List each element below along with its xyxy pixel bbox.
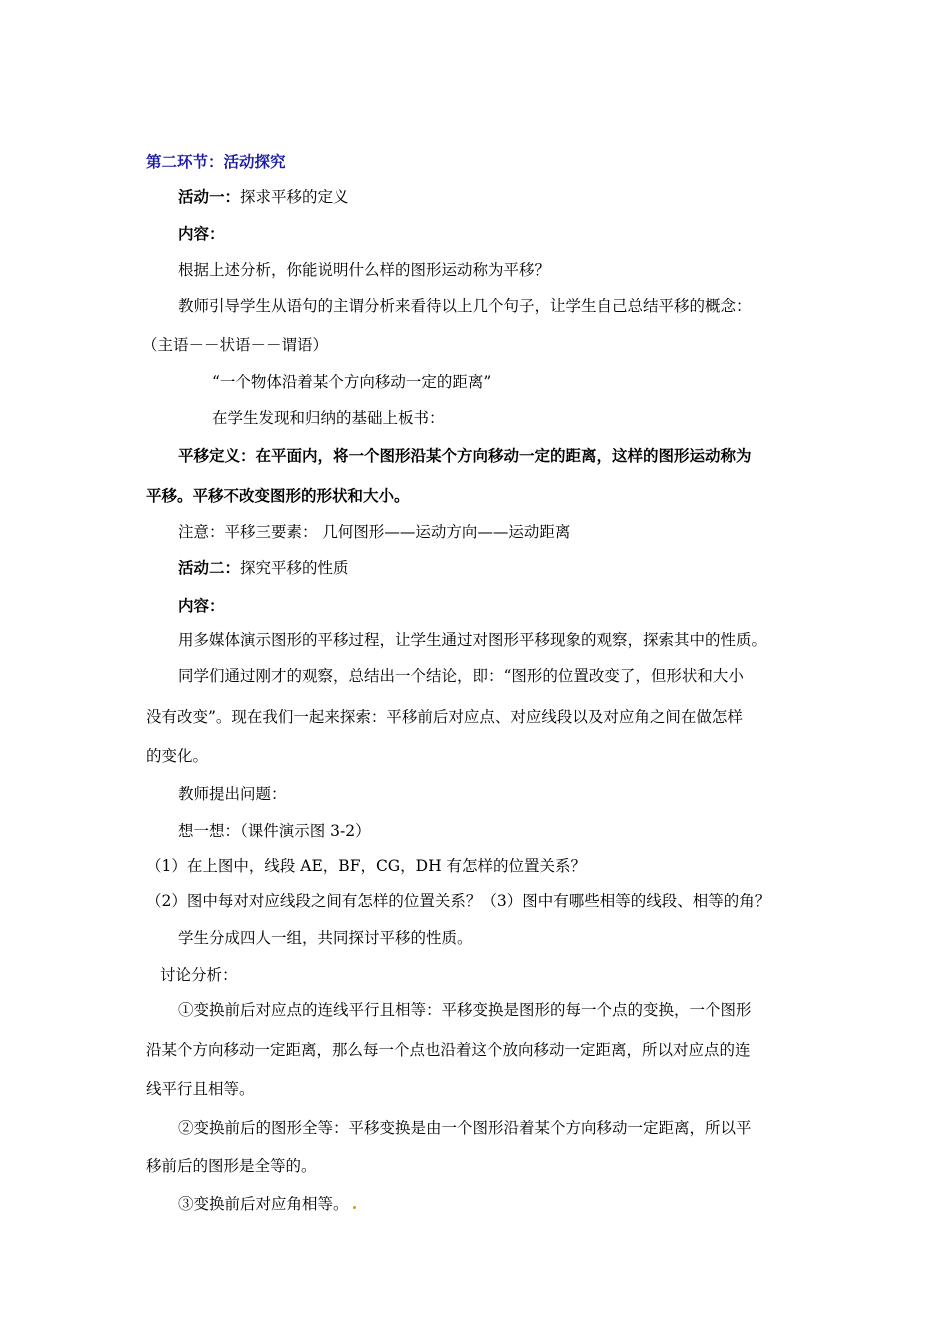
paragraph-6-line-3: 的变化。 [146, 747, 209, 765]
answer-2-line-1: ②变换前后的图形全等：平移变换是由一个图形沿着某个方向移动一定距离，所以平 [178, 1119, 752, 1137]
activity-1-line [178, 187, 349, 207]
quote-line: “一个物体沿着某个方向移动一定的距离” [212, 373, 492, 391]
activity-1-label: 活动一： [178, 187, 241, 206]
answer-3-text: ③变换前后对应角相等。 [178, 1195, 349, 1213]
paragraph-2: 教师引导学生从语句的主谓分析来看待以上几个句子，让学生自己总结平移的概念： [178, 297, 752, 315]
answer-3-line [178, 1194, 356, 1214]
answer-2-line-2: 移前后的图形是全等的。 [146, 1157, 317, 1175]
paragraph-6-line-2: 没有改变”。现在我们一起来探索：平移前后对应点、对应线段以及对应角之间在做怎样 [146, 708, 743, 726]
paragraph-10: 讨论分析： [160, 966, 238, 984]
paragraph-3: （主语－－状语－－谓语） [142, 336, 329, 354]
answer-1-line-2: 沿某个方向移动一定距离，那么每一个点也沿着这个放向移动一定距离，所以对应点的连 [146, 1041, 751, 1059]
question-2: （2）图中每对对应线段之间有怎样的位置关系？（3）图中有哪些相等的线段、相等的角？ [146, 892, 771, 910]
activity-2-line [178, 558, 349, 578]
paragraph-4: 在学生发现和归纳的基础上板书： [212, 409, 445, 427]
definition-line-2: 平移。平移不改变图形的形状和大小。 [146, 486, 410, 505]
paragraph-7: 教师提出问题： [178, 785, 287, 803]
section-heading: 第二环节：活动探究 [146, 152, 286, 171]
content-label-2: 内容： [178, 596, 225, 615]
definition-line-1: 平移定义：在平面内，将一个图形沿某个方向移动一定的距离，这样的图形运动称为 [178, 446, 752, 465]
answer-1-line-3: 线平行且相等。 [146, 1080, 255, 1098]
activity-2-title: 探究平移的性质 [240, 559, 349, 577]
question-1: （1）在上图中，线段 AE，BF，CG，DH 有怎样的位置关系？ [146, 857, 587, 875]
paragraph-6-line-1: 同学们通过刚才的观察，总结出一个结论，即：“图形的位置改变了，但形状和大小 [178, 667, 744, 685]
answer-1-line-1: ①变换前后对应点的连线平行且相等：平移变换是图形的每一个点的变换，一个图形 [178, 1001, 752, 1019]
paragraph-5: 用多媒体演示图形的平移过程，让学生通过对图形平移现象的观察，探索其中的性质。 [178, 631, 768, 649]
content-label-1: 内容： [178, 224, 225, 243]
note-line: 注意：平移三要素： 几何图形——运动方向——运动距离 [178, 523, 571, 541]
marker-dot-icon [353, 1206, 356, 1209]
paragraph-9: 学生分成四人一组，共同探讨平移的性质。 [178, 929, 473, 947]
paragraph-1: 根据上述分析，你能说明什么样的图形运动称为平移？ [178, 261, 551, 279]
activity-2-label: 活动二： [178, 558, 241, 577]
paragraph-8: 想一想：（课件演示图 3-2） [178, 822, 371, 840]
activity-1-title: 探求平移的定义 [240, 188, 349, 206]
